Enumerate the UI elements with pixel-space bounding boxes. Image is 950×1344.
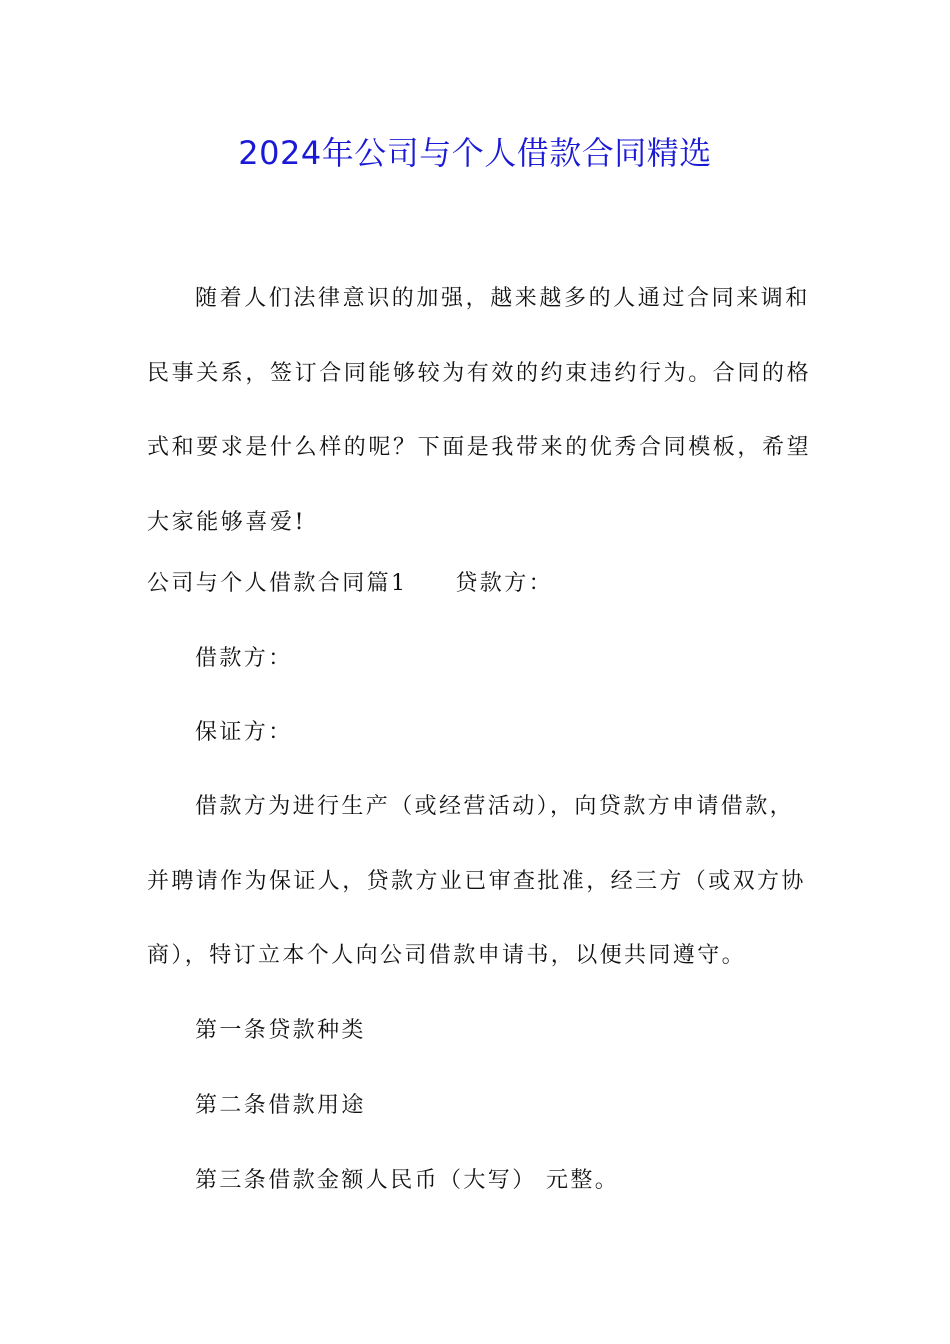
- section-heading-line: [147, 564, 553, 604]
- intro-line: 随着人们法律意识的加强，越来越多的人通过合同来调和: [195, 286, 811, 311]
- contract-paragraph-line: 商），特订立本个人向公司借款申请书，以便共同遵守。: [147, 943, 747, 968]
- contract-paragraph-line: 并聘请作为保证人，贷款方业已审查批准，经三方（或双方协: [147, 869, 806, 894]
- guarantor-label: 保证方：: [195, 720, 293, 745]
- intro-line: 大家能够喜爱!: [147, 509, 307, 535]
- intro-paragraph: [147, 262, 812, 560]
- document-title: 2024年公司与个人借款合同精选: [238, 134, 712, 172]
- section-heading: 公司与个人借款合同篇1: [147, 571, 408, 596]
- borrower-label: 借款方：: [195, 646, 293, 671]
- contract-paragraph-line: 借款方为进行生产（或经营活动），向贷款方申请借款，: [195, 794, 795, 819]
- lender-label: 贷款方：: [455, 571, 554, 596]
- intro-line: 民事关系，签订合同能够较为有效的约束违约行为。合同的格: [147, 360, 812, 386]
- article-3: 第三条借款金额人民币（大写） 元整。: [195, 1168, 620, 1193]
- intro-line: 式和要求是什么样的呢？下面是我带来的优秀合同模板，希望: [147, 435, 812, 460]
- article-2: 第二条借款用途: [195, 1093, 366, 1118]
- article-1: 第一条贷款种类: [195, 1018, 366, 1043]
